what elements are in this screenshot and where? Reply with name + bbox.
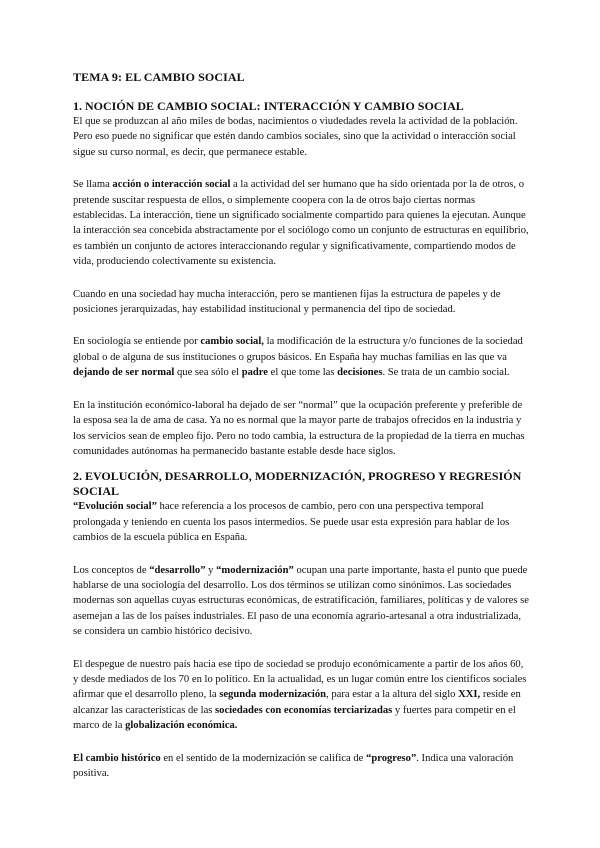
section-2-paragraph-2: Los conceptos de “desarrollo” y “modernización” ocupan una parte importante, hasta el punto que puede hablarse de una sociología del desarrollo. Los dos términos se utilizan como sinónimos. Las sociedades modernas son aquellas cuyas estructuras económicas, de estratificación, familiares, políticas y de valores se asemejan a las de los países industriales. El paso de una economía agrario-artesanal a otra industrializada, se considera un cambio histórico decisivo.: [73, 564, 529, 638]
bold-term: decisiones: [337, 367, 383, 379]
section-1-paragraph-1: El que se produzcan al año miles de bodas, nacimientos o viudedades revela la actividad de la población. Pero eso puede no significar que estén dando cambios sociales, sino que la actividad o interacción social sigue su curso normal, es decir, que permanece estable.: [73, 116, 518, 158]
bold-term: “modernización”: [216, 564, 294, 576]
section-1-heading: 1. NOCIÓN DE CAMBIO SOCIAL: INTERACCIÓN Y CAMBIO SOCIAL: [73, 99, 464, 113]
bold-term: El cambio histórico: [73, 752, 161, 764]
section-2-heading: 2. EVOLUCIÓN, DESARROLLO, MODERNIZACIÓN, PROGRESO Y REGRESIÓN SOCIAL: [73, 469, 522, 499]
section-2-paragraph-1: “Evolución social” hace referencia a los procesos de cambio, pero con una perspectiva temporal prolongada y teniendo en cuenta los pasos intermedios. Se puede usar esta expresión para hablar de los cambios de la escuela pública en España.: [73, 501, 510, 544]
section-2-paragraph-4: El cambio histórico en el sentido de la modernización se califica de “progreso”. Indica una valoración positiva.: [73, 752, 514, 779]
bold-term: segunda modernización: [219, 689, 327, 701]
document-body: [73, 70, 529, 798]
bold-term: XXI,: [458, 689, 481, 701]
bold-term: dejando de ser normal: [73, 367, 175, 379]
section-1-paragraph-3: Cuando en una sociedad hay mucha interacción, pero se mantienen fijas la estructura de papeles y de posiciones jerarquizadas, hay estabilidad institucional y permanencia del tipo de sociedad.: [73, 288, 501, 316]
bold-term: sociedades con economías terciarizadas: [215, 704, 393, 716]
bold-term: globalización económica.: [125, 720, 238, 732]
page-title: TEMA 9: EL CAMBIO SOCIAL: [73, 70, 245, 84]
bold-term: acción o interacción social: [112, 179, 231, 191]
section-1-paragraph-4: En sociología se entiende por cambio social, la modificación de la estructura y/o funciones de la sociedad global o de alguna de sus instituciones o grupos básicos. En España hay muchas familias en las que va dejando de ser normal que sea sólo el padre el que tome las decisiones. Se trata de un cambio social.: [73, 336, 523, 379]
bold-term: padre: [241, 367, 269, 379]
section-2-paragraph-3: El despegue de nuestro país hacia ese tipo de sociedad se produjo económicamente a partir de los años 60, y desde mediados de los 70 en lo político. En la actualidad, es un lugar común entre los científicos sociales afirmar que el desarrollo pleno, la segunda modernización, para estar a la altura del siglo XXI, reside en alcanzar las características de las sociedades con economías terciarizadas y fuertes para competir en el marco de la globalización económica.: [73, 658, 527, 732]
section-1-paragraph-5: En la institución económico-laboral ha dejado de ser “normal” que la ocupación preferente y preferible de la esposa sea la de ama de casa. Ya no es normal que la mayor parte de trabajos ofrecidos en la industria y los servicios sean de empleo fijo. Pero no todo cambia, la estructura de la propiedad de la tierra en muchas comunidades autónomas ha permanecido bastante estable desde hace siglos.: [73, 399, 525, 457]
section-1-paragraph-2: Se llama acción o interacción social a la actividad del ser humano que ha sido orientada por la de otros, o pretende suscitar respuesta de ellos, o simplemente coopera con la de otros bajo ciertas normas establecidas. La interacción, tiene un significado socialmente compartido para quienes la ejecutan. Aunque la interacción sea concebida abstractamente por el sociólogo como un conjunto de estructuras en equilibrio, es también un conjunto de actores interaccionando regular y significativamente, compartiendo modos de vida, produciendo colectivamente su existencia.: [73, 179, 529, 268]
bold-term: “progreso”: [366, 752, 417, 764]
bold-term: “Evolución social”: [73, 501, 157, 513]
bold-term: “desarrollo”: [149, 564, 206, 576]
bold-term: cambio social,: [200, 336, 264, 348]
